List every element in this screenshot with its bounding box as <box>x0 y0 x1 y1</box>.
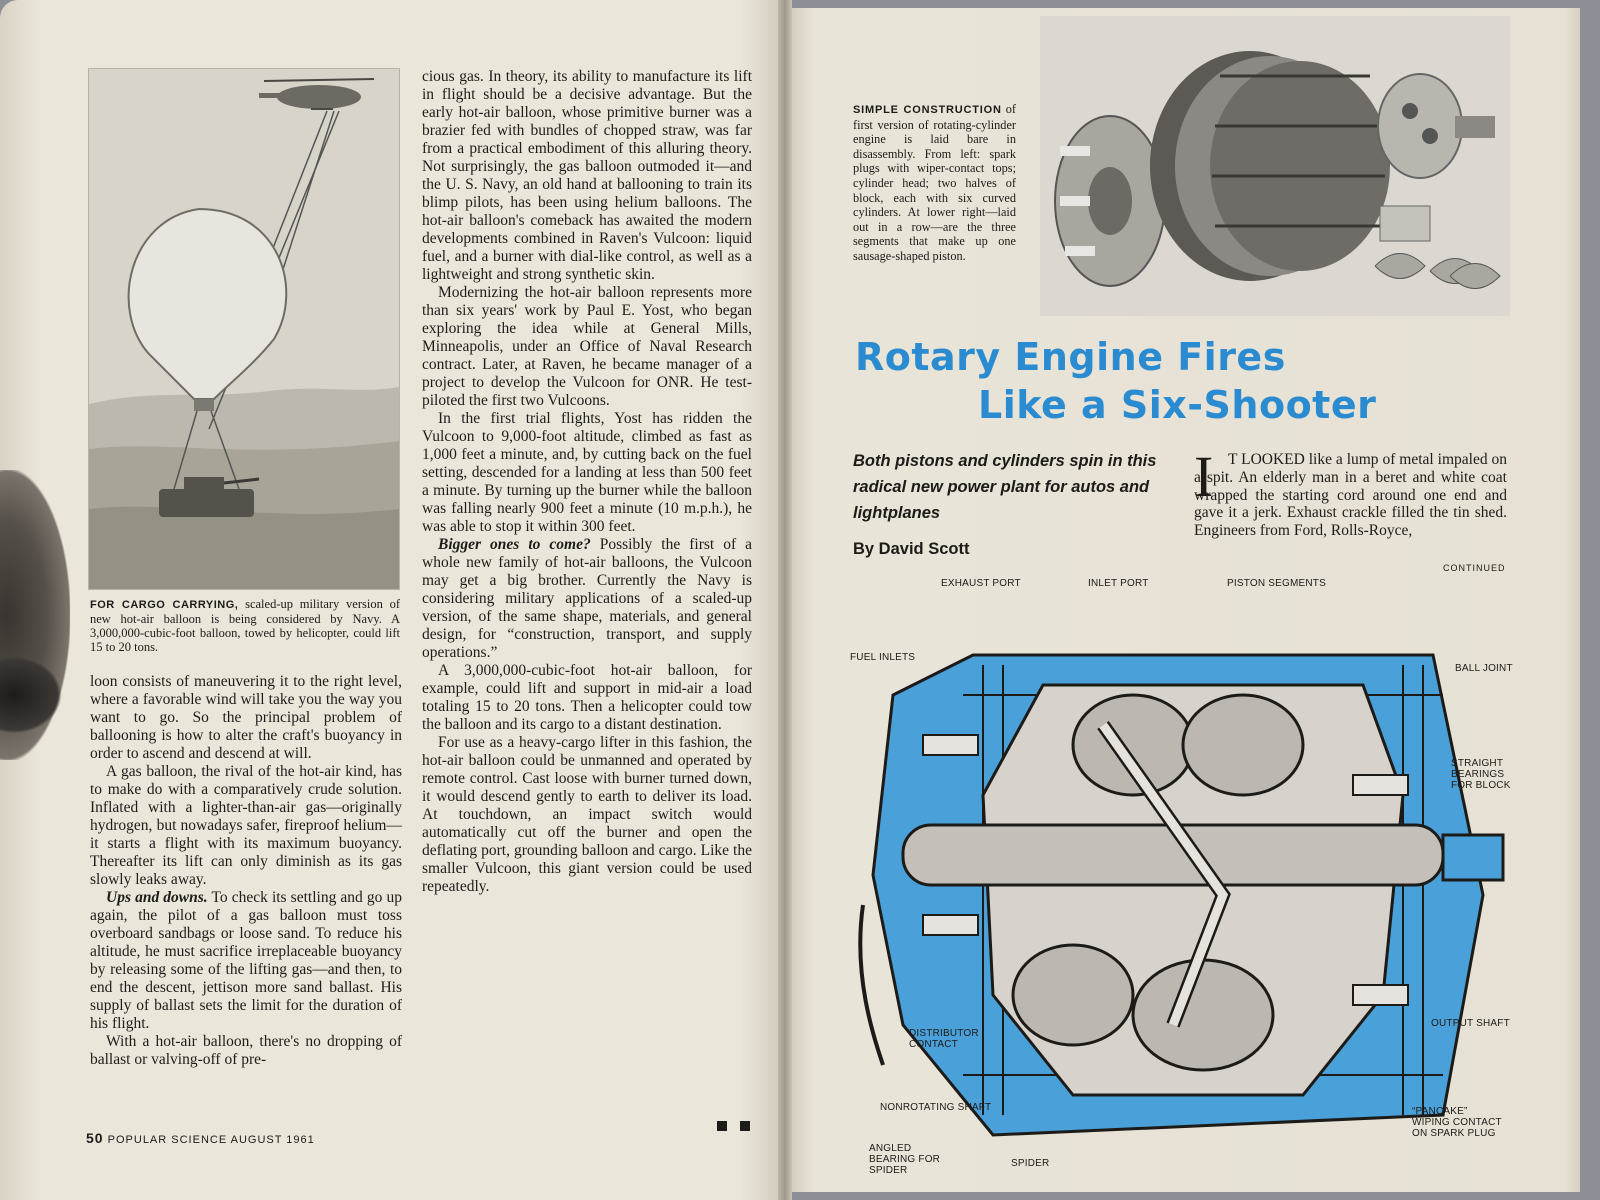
paragraph: Modernizing the hot-air balloon represents more than six years' work by Paul E. Yost, who began exploring the idea while at General Mills, Minneapolis, under an Office of Naval Research contract. Later, at Raven, he became manager of a project to develop the Vulcoon for ONR. He test-piloted the first two Vulcoons. <box>422 284 752 409</box>
label-angled-bearing: ANGLED BEARING FOR SPIDER <box>869 1143 941 1176</box>
paragraph: Bigger ones to come? Possibly the first of a whole new family of hot-air balloons, the Vulcoon may get a big brother. Currently the Navy is considering military applications of a scaled-up version, of the same shape, materials, and general design, for “construction, transport, and supply operations.” <box>422 536 752 661</box>
balloon-illustration <box>88 68 400 590</box>
paragraph: cious gas. In theory, its ability to manufacture its lift in flight should be a decisive advantage. But the early hot-air balloon, whose primitive burner was a brazier fed with bundles of chopped straw, was far from a practical embodiment of this alluring theory. Not surprisingly, the gas balloon outmoded it—and the U. S. Navy, an old hand at ballooning to train its blimp pilots, has been using helium balloons. The hot-air balloon's comeback has awaited the modern developments combined in Raven's Vulcoon: liquid fuel, and a burner with dial-like control, as well as a lightweight and strong synthetic skin. <box>422 68 752 283</box>
label-straight-bearings: STRAIGHT BEARINGS FOR BLOCK <box>1451 758 1511 791</box>
left-column-1 <box>90 673 402 1069</box>
background-object-dark <box>0 650 70 740</box>
photo-caption: SIMPLE CONSTRUCTION of first version of rotating-cylinder engine is laid bare in disassembly. From left: spark plugs with wiper-contact tops; cylinder head; two halves of block, each with six curved cylinders. At lower right—laid out in a row—are the three segments that make up one sausage-shaped piston. <box>853 102 1017 263</box>
continued-label: CONTINUED <box>1443 563 1506 573</box>
paragraph: With a hot-air balloon, there's no dropping of ballast or valving-off of pre- <box>90 1033 402 1068</box>
paragraph: In the first trial flights, Yost has ridden the Vulcoon to 9,000-foot altitude, climbed as fast as 1,000 feet a minute, and, by cutting back on the fuel setting, descended for a landing at less than 500 feet a minute. By turning up the burner while the balloon was falling nearly 900 feet a minute (10 m.p.h.), he was able to stop it within 300 feet. <box>422 410 752 535</box>
drop-cap: I <box>1194 444 1214 509</box>
label-inlet-port: INLET PORT <box>1088 578 1149 589</box>
paragraph: For use as a heavy-cargo lifter in this fashion, the hot-air balloon could be unmanned and operated by remote control. Cast loose with burner turned down, it would descend gently to earth to deliver its load. At touchdown, an impact switch would automatically cut off the burner and open the deflating port, grounding balloon and cargo. Like the smaller Vulcoon, this giant version could be used repeatedly. <box>422 734 752 895</box>
engine-cutaway-diagram <box>843 595 1508 1165</box>
label-distributor-contact: DISTRIBUTOR CONTACT <box>909 1028 979 1050</box>
engine-parts-photo <box>1040 16 1510 316</box>
book-spine <box>778 0 792 1200</box>
article-deck: Both pistons and cylinders spin in this radical new power plant for autos and lightplanes <box>853 452 1157 522</box>
paragraph: Ups and downs. To check its settling and go up again, the pilot of a gas balloon must toss overboard sandbags or loose sand. To reduce his altitude, he must sacrifice irreplaceable buoyancy by releasing some of the lifting gas—and then, to end the descent, jettison more sand ballast. His supply of ballast sets the limit for the duration of his flight. <box>90 889 402 1032</box>
left-column-2 <box>422 68 752 896</box>
paragraph: A gas balloon, the rival of the hot-air kind, has to make do with a comparatively crude solution. Inflated with a lighter-than-air gas—originally hydrogen, but nowadays safer, fireproof helium—it starts a flight with its maximum buoyancy. Thereafter its lift can only diminish as its gas slowly leaks away. <box>90 763 402 888</box>
label-fuel-inlets: FUEL INLETS <box>850 652 916 663</box>
page-folio: 50 POPULAR SCIENCE AUGUST 1961 <box>86 1130 315 1146</box>
label-ball-joint: BALL JOINT <box>1455 663 1513 674</box>
end-mark <box>717 1121 727 1131</box>
label-exhaust-port: EXHAUST PORT <box>941 578 1021 589</box>
label-piston-segments: PISTON SEGMENTS <box>1227 578 1326 589</box>
article-body: T LOOKED like a lump of metal impaled on a spit. An elderly man in a beret and white coat wrapped the starting cord around one end and gave it a jerk. Exhaust crackle filled the tin shed. Engineers from Ford, Rolls-Royce, <box>1194 451 1507 540</box>
headline-line-1: Rotary Engine Fires <box>855 335 1286 379</box>
label-output-shaft: OUTPUT SHAFT <box>1431 1018 1510 1029</box>
end-mark <box>740 1121 750 1131</box>
label-spider: SPIDER <box>1011 1158 1050 1169</box>
headline-line-2: Like a Six-Shooter <box>978 383 1377 427</box>
paragraph: A 3,000,000-cubic-foot hot-air balloon, for example, could lift and support in mid-air a load totaling 15 to 20 tons. Then a helicopter could tow the balloon and its cargo to a distant destination. <box>422 662 752 733</box>
balloon-caption: FOR CARGO CARRYING, scaled-up military version of new hot-air balloon is being considered by Navy. A 3,000,000-cubic-foot balloon, towed by helicopter, could lift 15 to 20 tons. <box>90 597 401 654</box>
label-nonrotating-shaft: NONROTATING SHAFT <box>880 1102 992 1113</box>
byline: By David Scott <box>853 540 970 558</box>
label-pancake-contact: “PANCAKE” WIPING CONTACT ON SPARK PLUG <box>1412 1106 1502 1139</box>
paragraph: loon consists of maneuvering it to the right level, where a favorable wind will take you the way you want to go. So the principal problem of ballooning is how to alter the craft's buoyancy in order to ascend and descend at will. <box>90 673 402 762</box>
